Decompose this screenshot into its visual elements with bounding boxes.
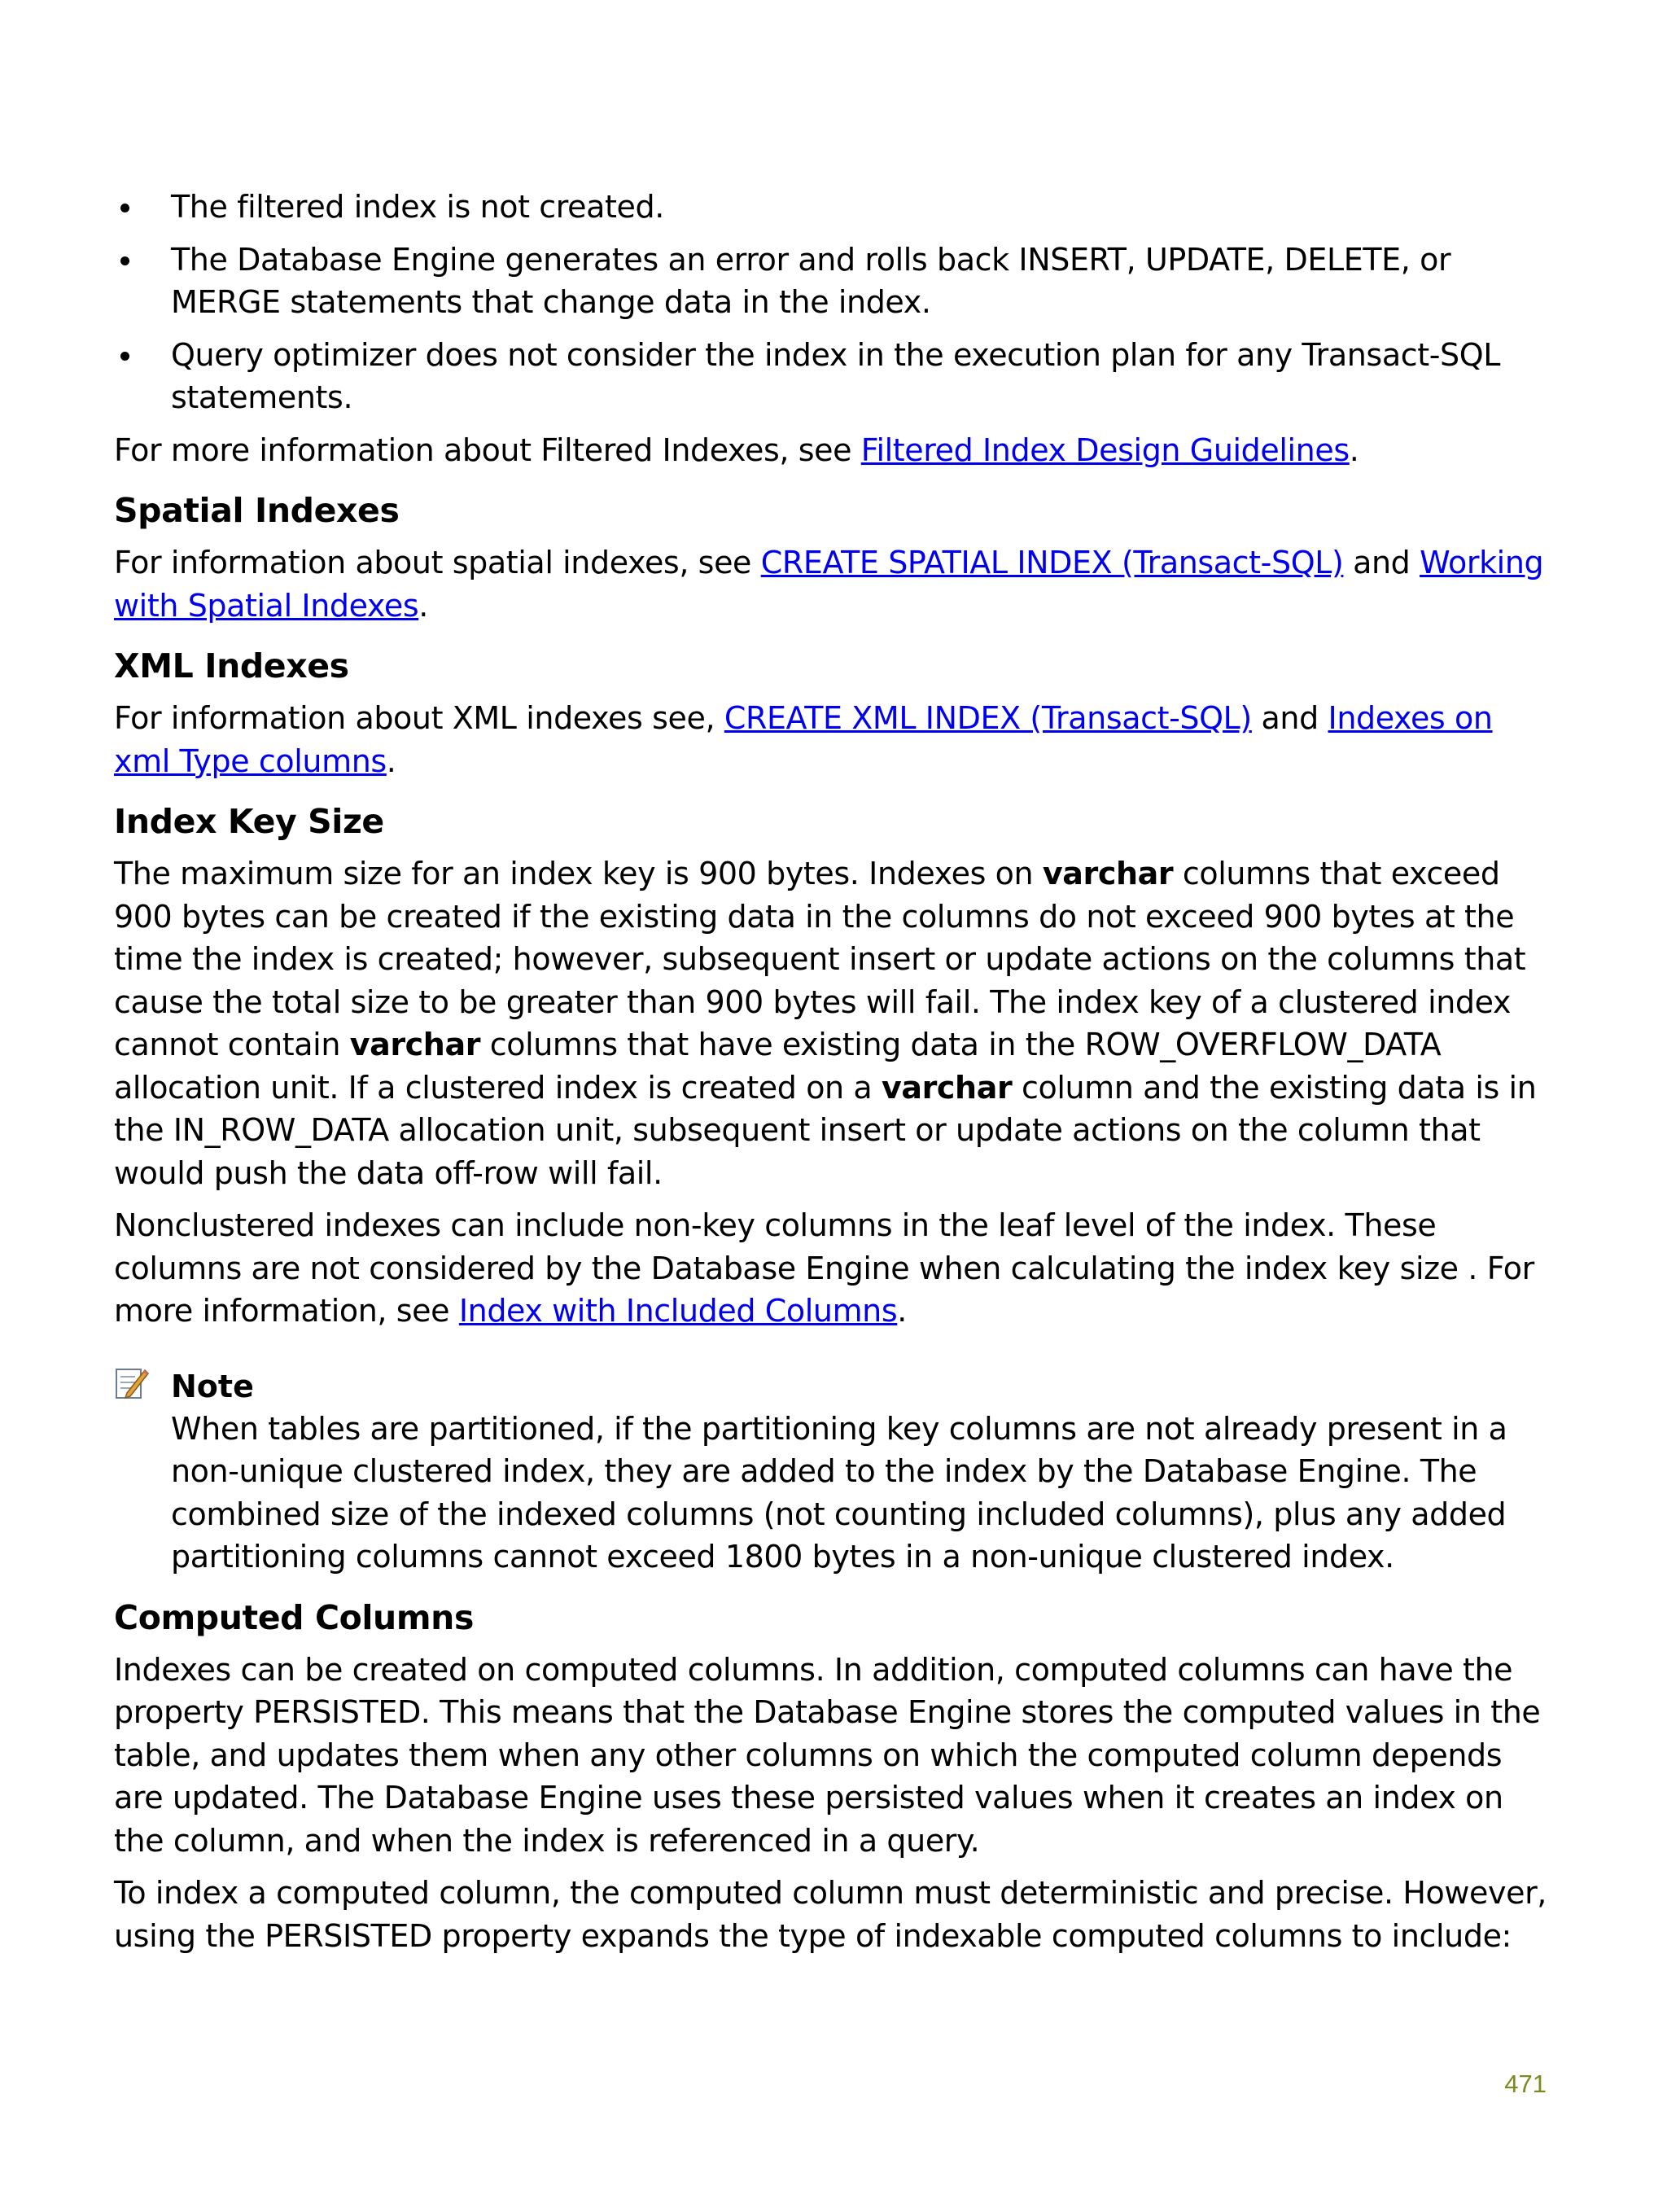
spatial-indexes-heading: Spatial Indexes	[114, 491, 400, 530]
varchar-term: varchar	[881, 1069, 1013, 1106]
note-title: Note	[171, 1368, 254, 1404]
document-page	[114, 186, 1547, 1967]
paragraph-text: For information about spatial indexes, see	[114, 545, 761, 580]
index-with-included-columns-link[interactable]: Index with Included Columns	[458, 1293, 898, 1329]
create-xml-index-link[interactable]: CREATE XML INDEX (Transact-SQL)	[724, 700, 1252, 736]
list-item	[114, 186, 1547, 229]
varchar-term: varchar	[349, 1027, 481, 1062]
paragraph-text: The maximum size for an index key is 900 bytes. Indexes on	[114, 856, 1043, 891]
paragraph-text: and	[1251, 700, 1328, 736]
paragraph-text: .	[897, 1293, 907, 1329]
computed-columns-paragraph-2: To index a computed column, the computed column must deterministic and precise. However, using the PERSISTED property expands the type of indexable computed columns to include:	[114, 1875, 1547, 1954]
note-pencil-icon	[114, 1365, 150, 1401]
filtered-index-design-guidelines-link[interactable]: Filtered Index Design Guidelines	[860, 431, 1350, 468]
filtered-index-consequences-list	[114, 186, 1547, 419]
index-key-size-heading: Index Key Size	[114, 802, 384, 841]
paragraph-text: .	[386, 742, 396, 779]
list-item	[114, 239, 1547, 324]
xml-indexes-paragraph	[114, 697, 1547, 782]
bullet-icon	[120, 352, 129, 361]
list-item-text: The Database Engine generates an error and rolls back INSERT, UPDATE, DELETE, or MERGE statements that change data in the index.	[171, 241, 1451, 320]
paragraph-text: For more information about Filtered Indexes, see	[114, 431, 861, 468]
paragraph-text: columns that have existing data in the ROW_OVERFLOW_DATA allocation unit. If a clustered index is created on a	[114, 1027, 1442, 1106]
list-item	[114, 334, 1547, 419]
spatial-indexes-paragraph	[114, 541, 1547, 627]
list-item-text: The filtered index is not created.	[171, 189, 664, 225]
note-body: When tables are partitioned, if the partitioning key columns are not already present in a non-unique clustered index, they are added to the index by the Database Engine. The combined size of the indexed columns (not counting included columns), plus any added partitioning columns cannot exceed 1800 bytes in a non-unique clustered index.	[171, 1410, 1507, 1575]
paragraph-text: Nonclustered indexes can include non-key columns in the leaf level of the index. These columns are not considered by the Database Engine when calculating the index key size . For more information, see	[114, 1207, 1534, 1329]
paragraph-text: .	[418, 587, 428, 624]
paragraph-text: .	[1349, 431, 1359, 468]
bullet-icon	[120, 204, 129, 212]
list-item-text: Query optimizer does not consider the index in the execution plan for any Transact-SQL statements.	[171, 336, 1501, 415]
page-number: 471	[1504, 2070, 1547, 2098]
note-callout	[114, 1365, 1547, 1579]
varchar-term: varchar	[1042, 856, 1174, 891]
filtered-more-info-paragraph	[114, 429, 1547, 472]
xml-indexes-heading: XML Indexes	[114, 646, 349, 686]
paragraph-text: column and the existing data is in the IN_ROW_DATA allocation unit, subsequent insert or update actions on the column that would push the data off-row will fail.	[114, 1069, 1537, 1191]
working-with-spatial-indexes-link[interactable]: Working with Spatial Indexes	[114, 545, 1544, 624]
create-spatial-index-link[interactable]: CREATE SPATIAL INDEX (Transact-SQL)	[760, 545, 1344, 580]
index-key-size-paragraph-1	[114, 852, 1547, 1194]
paragraph-text: and	[1343, 545, 1420, 580]
paragraph-text: columns that exceed 900 bytes can be created if the existing data in the columns do not exceed 900 bytes at the time the index is created; however, subsequent insert or update actions on the columns that cause the total size to be greater than 900 bytes will fail. The index key of a clustered index cannot contain	[114, 856, 1526, 1062]
computed-columns-heading: Computed Columns	[114, 1597, 474, 1637]
bullet-icon	[120, 256, 129, 265]
computed-columns-paragraph-1: Indexes can be created on computed columns. In addition, computed columns can have the property PERSISTED. This means that the Database Engine stores the computed values in the table, and updates them when any other columns on which the computed column depends are updated. The Database Engine uses these persisted values when it creates an index on the column, and when the index is referenced in a query.	[114, 1651, 1541, 1859]
indexes-on-xml-type-columns-link[interactable]: Indexes on xml Type columns	[114, 700, 1493, 779]
paragraph-text: For information about XML indexes see,	[114, 700, 724, 736]
index-key-size-paragraph-2	[114, 1204, 1547, 1333]
